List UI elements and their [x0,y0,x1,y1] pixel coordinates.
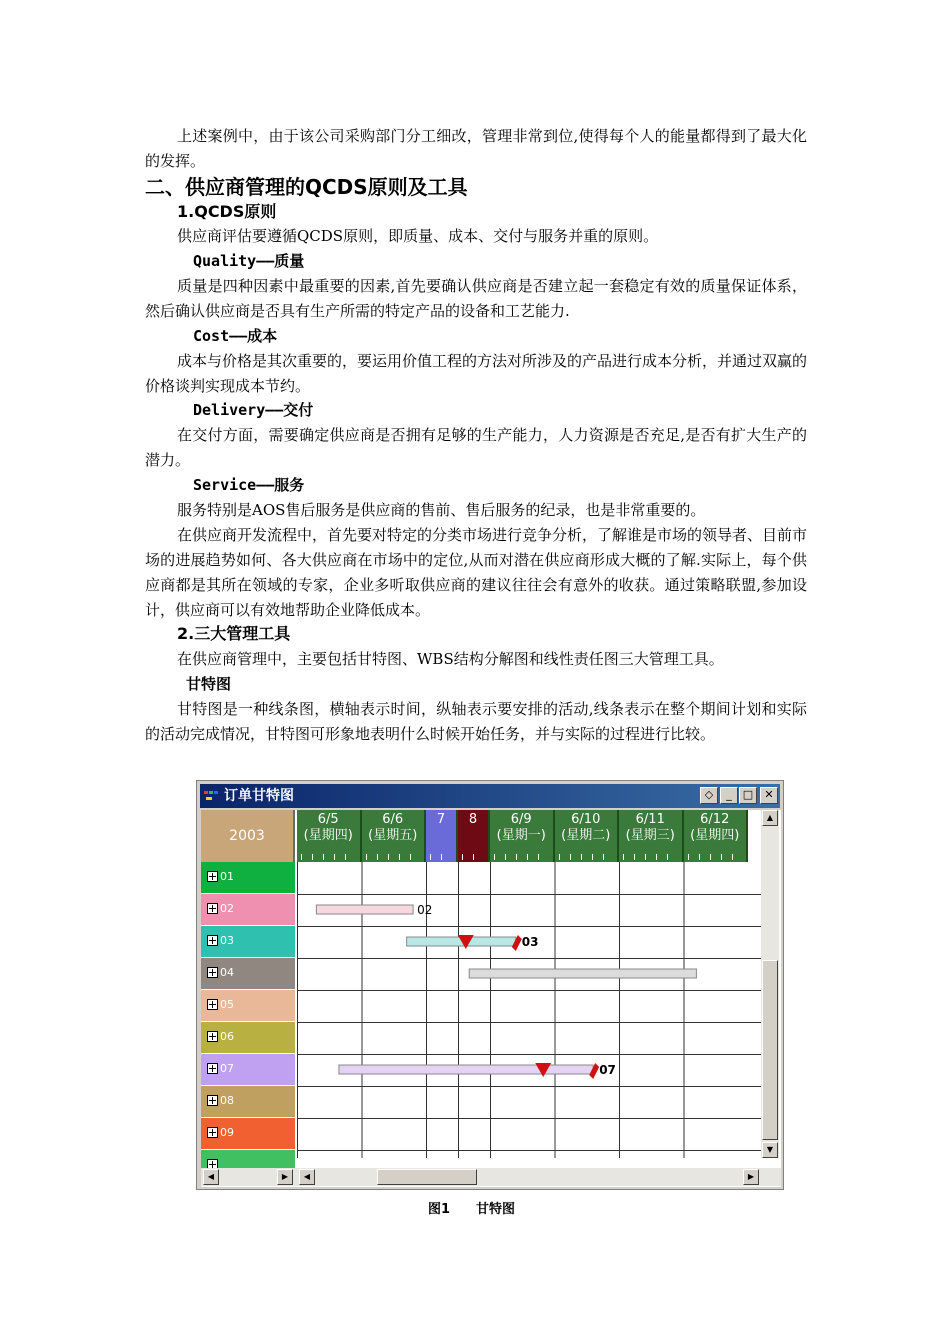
window-titlebar[interactable] [200,784,780,808]
gantt-bar-label: 02 [417,903,433,917]
paragraph-delivery: 在交付方面，需要确定供应商是否拥有足够的生产能力，人力资源是否充足,是否有扩大生产的潜力。 [145,426,807,469]
date-label: 6/11 [635,812,665,827]
expand-icon[interactable] [207,935,218,946]
expand-icon[interactable] [207,1127,218,1138]
tick-marks [430,854,452,860]
expand-icon[interactable] [207,999,218,1010]
expand-icon[interactable] [207,871,218,882]
arrow-left-icon: ◀ [207,1172,215,1181]
paragraph-qcds: 供应商评估要遵循QCDS原则，即质量、成本、交付与服务并重的原则。 [177,227,659,245]
heading-gantt: 甘特图 [186,675,232,693]
gantt-bar-label: 03 [521,935,539,949]
gantt-row-text: 04 [220,966,234,979]
date-label: 6/10 [571,812,601,827]
gantt-row-label[interactable] [201,862,295,894]
arrow-right-icon: ▶ [747,1172,755,1181]
tick-marks [688,854,743,860]
heading-delivery: Delivery——交付 [193,401,314,419]
window-title: 订单甘特图 [224,788,294,804]
weekday-label: (星期二) [561,828,611,843]
gantt-window [196,780,784,1190]
gantt-row-label[interactable] [201,1054,295,1086]
minimize-icon: _ [726,788,732,801]
year-header: 2003 [201,810,295,862]
gantt-row-label[interactable] [201,1086,295,1118]
horizontal-scroll-thumb[interactable] [377,1169,477,1185]
date-label: 7 [436,812,446,827]
caption-text: 甘特图 [476,1202,516,1217]
gantt-client-area [201,810,781,1187]
tick-marks [494,854,549,860]
weekday-label: (星期一) [496,828,546,843]
scroll-up-button[interactable] [762,810,778,826]
gantt-row-label[interactable] [201,990,295,1022]
paragraph-service: 服务特别是AOS售后服务是供应商的售前、售后服务的纪录，也是非常重要的。 [177,501,706,519]
date-label: 6/6 [382,812,404,827]
close-button[interactable] [760,787,778,804]
tick-marks [366,854,421,860]
gantt-row-text: 05 [220,998,234,1011]
paragraph-quality: 质量是四种因素中最重要的因素,首先要确认供应商是否建立起一套稳定有效的质量保证体系，然后确认供应商是否具有生产所需的特定产品的设备和工艺能力. [145,277,807,320]
paragraph-tools: 在供应商管理中，主要包括甘特图、WBS结构分解图和线性责任图三大管理工具。 [177,650,724,668]
expand-icon[interactable] [207,903,218,914]
tick-marks [462,854,484,860]
help-button[interactable] [700,787,718,804]
expand-icon[interactable] [207,1031,218,1042]
gantt-row-text: 09 [220,1126,234,1139]
arrow-up-icon: ▲ [766,813,774,822]
maximize-icon: □ [742,788,754,801]
figure-caption [428,1198,515,1217]
scroll-left-button[interactable] [299,1169,315,1185]
gantt-row-label[interactable] [201,1118,295,1150]
scroll-right-button[interactable] [743,1169,759,1185]
tick-marks [559,854,614,860]
arrow-left-icon: ◀ [303,1172,311,1181]
gantt-row-text: 06 [220,1030,234,1043]
tick-marks [301,854,356,860]
weekday-label: (星期四) [303,828,353,843]
gantt-bar[interactable] [316,905,413,914]
paragraph-development: 在供应商开发流程中，首先要对特定的分类市场进行竞争分析，了解谁是市场的领导者、目前市场的进展趋势如何、各大供应商在市场中的定位,从而对潜在供应商形成大概的了解.实际上，每个供应商都是其所在领域的专家，企业多听取供应商的建议往往会有意外的收获。通过策略联盟,参加设计，供应商可以有效地帮助企业降低成本。 [145,526,808,619]
gantt-row-label[interactable] [201,894,295,926]
expand-icon[interactable] [207,1063,218,1074]
heading-quality: Quality——质量 [193,252,305,270]
vertical-scroll-thumb[interactable] [762,960,778,1140]
heading-service: Service——服务 [193,476,305,494]
minimize-button[interactable] [720,787,738,804]
weekday-label: (星期四) [690,828,740,843]
caption-number: 图1 [428,1202,451,1217]
expand-icon[interactable] [207,1095,218,1106]
gantt-bar-label: 07 [599,1063,616,1077]
date-header-cell [684,810,749,862]
app-icon [204,789,218,803]
gantt-row-text: 02 [220,902,234,915]
weekday-label: (星期三) [625,828,675,843]
gantt-row-text: 07 [220,1062,234,1075]
date-label: 8 [468,812,478,827]
maximize-button[interactable] [739,787,757,804]
tick-marks [623,854,678,860]
gantt-row-text: 08 [220,1094,234,1107]
left-pane-scroll-right-button[interactable] [277,1169,293,1185]
vertical-scrollbar[interactable] [761,810,779,1158]
weekday-label: (星期五) [368,828,418,843]
date-header-cell [362,810,427,862]
scroll-down-button[interactable] [762,1142,778,1158]
date-label: 6/9 [510,812,532,827]
subheading-qcds: 1.QCDS原则 [177,202,277,221]
date-header-cell [490,810,555,862]
date-header-cell [619,810,684,862]
close-icon: ✕ [764,788,774,801]
left-pane-scroll-left-button[interactable] [203,1169,219,1185]
paragraph-intro: 上述案例中，由于该公司采购部门分工细改，管理非常到位,使得每个人的能量都得到了最大化的发挥。 [145,127,807,170]
gantt-row-label[interactable] [201,926,295,958]
date-label: 6/5 [317,812,339,827]
gantt-row-label[interactable] [201,1022,295,1054]
gantt-bar[interactable] [469,969,696,978]
gantt-bar[interactable] [339,1065,593,1074]
date-header-cell [458,810,490,862]
date-header-cell [555,810,620,862]
subheading-tools: 2.三大管理工具 [177,624,291,643]
expand-icon[interactable] [207,967,218,978]
paragraph-gantt: 甘特图是一种线条图，横轴表示时间，纵轴表示要安排的活动,线条表示在整个期间计划和实际的活动完成情况，甘特图可形象地表明什么时候开始任务，并与实际的过程进行比较。 [145,700,807,743]
section-heading: 二、供应商管理的QCDS原则及工具 [145,175,468,199]
heading-cost: Cost——成本 [193,327,278,345]
date-label: 6/12 [700,812,730,827]
date-header-cell [297,810,362,862]
date-header-cell [426,810,458,862]
horizontal-scrollbar[interactable] [201,1168,781,1186]
arrow-right-icon: ▶ [281,1172,289,1181]
paragraph-cost: 成本与价格是其次重要的，要运用价值工程的方法对所涉及的产品进行成本分析，并通过双赢的价格谈判实现成本节约。 [145,352,808,395]
arrow-down-icon: ▼ [766,1145,774,1154]
gantt-row-text: 03 [220,934,234,947]
gantt-grid[interactable] [297,862,761,1158]
gantt-row-text: 01 [220,870,234,883]
diamond-icon: ◇ [704,788,714,801]
gantt-row-label[interactable] [201,958,295,990]
